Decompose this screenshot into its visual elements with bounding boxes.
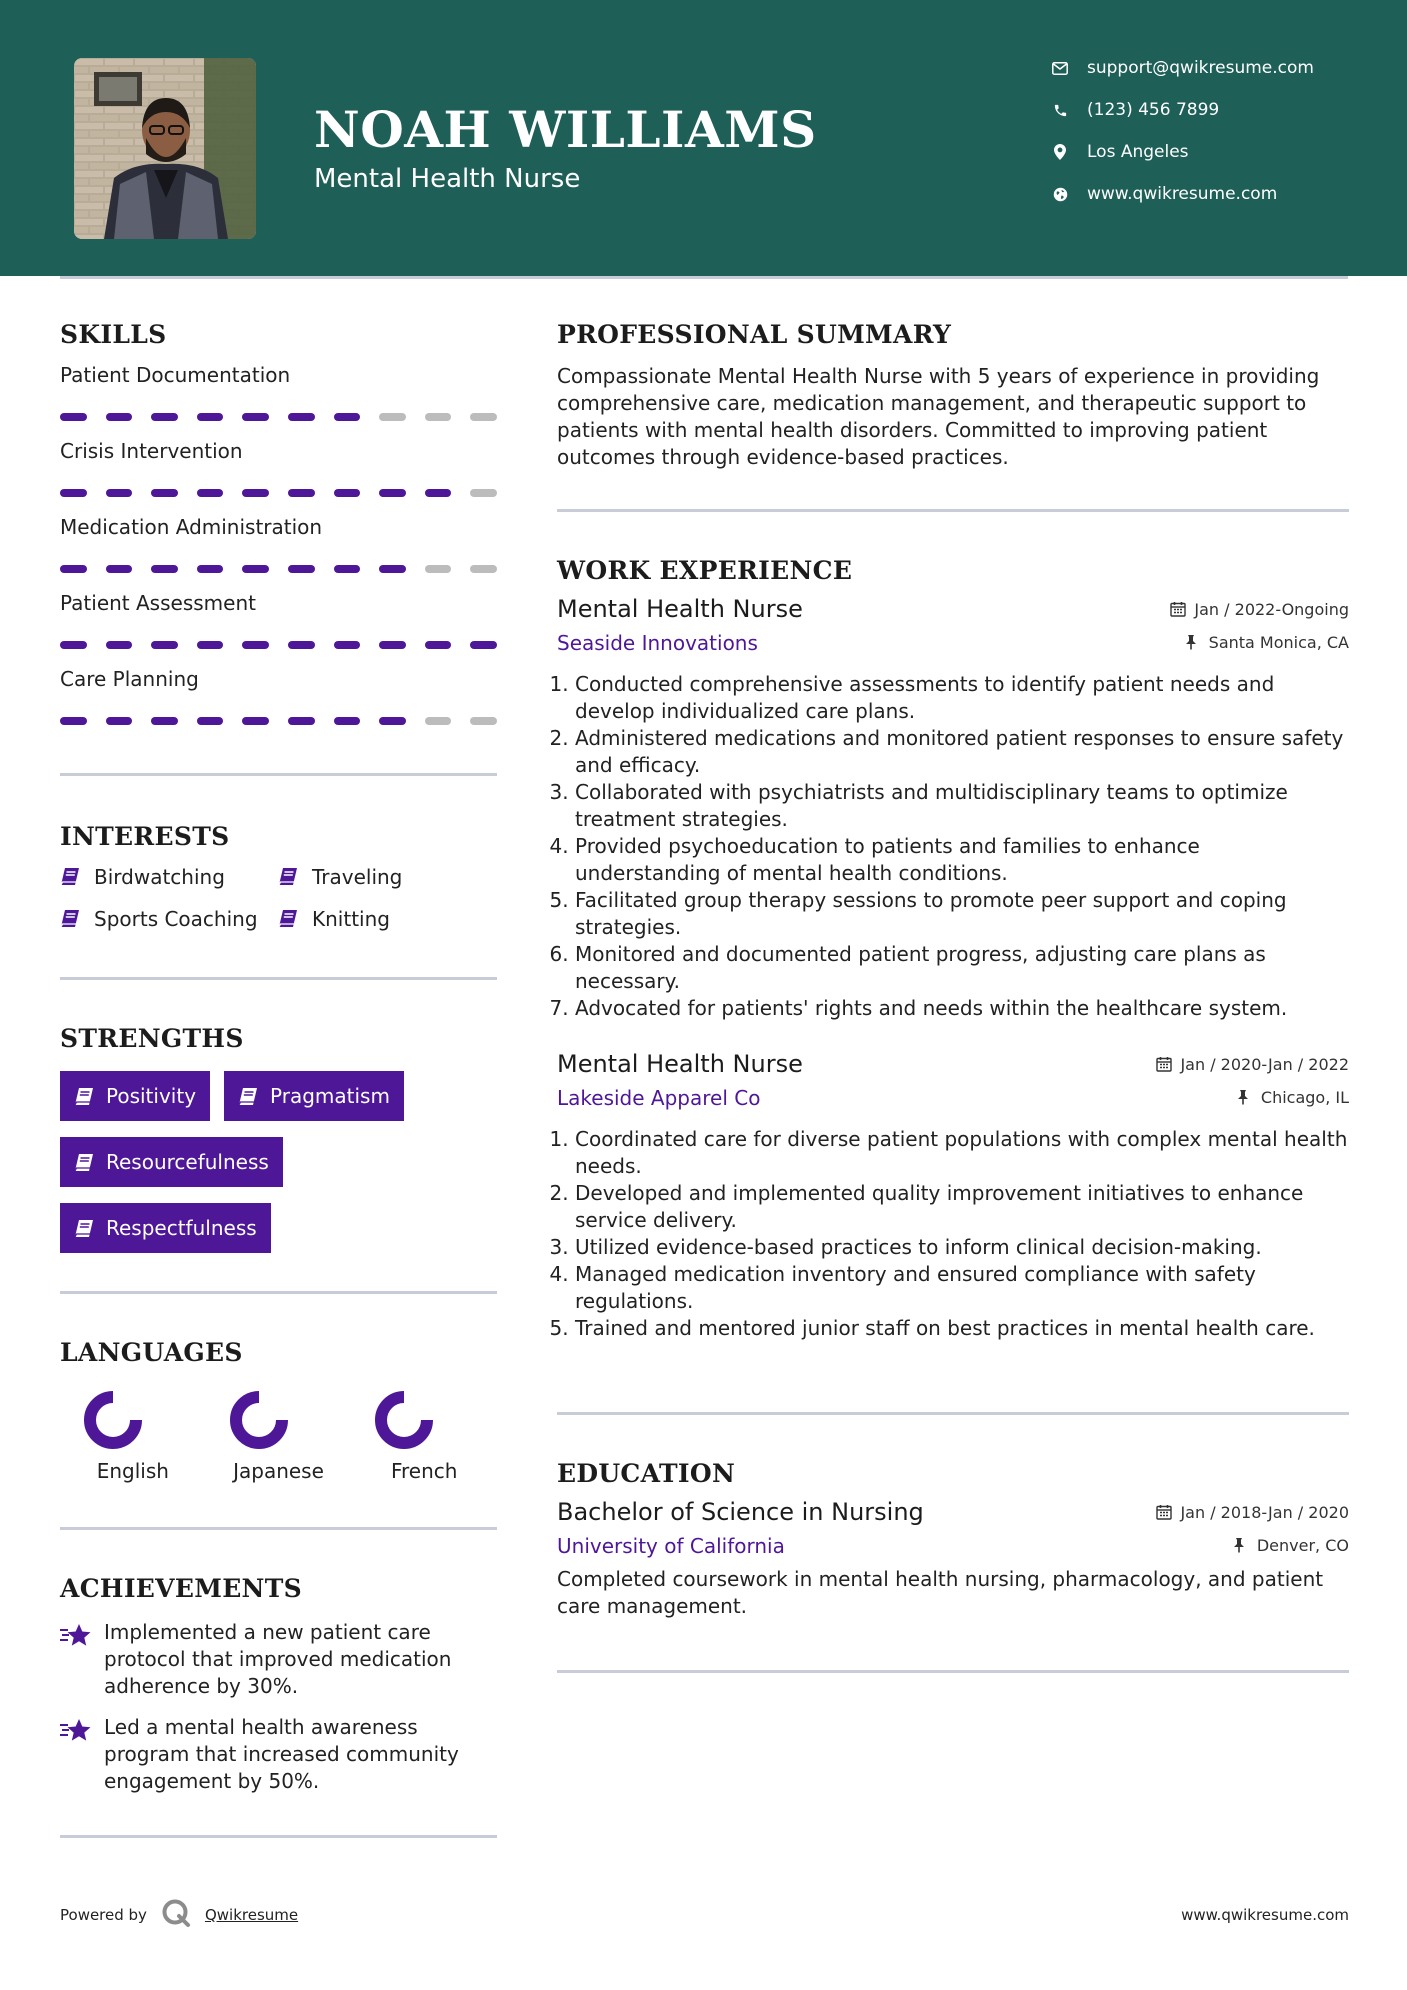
book-icon [74,1219,94,1237]
skill-dash-filled [242,413,269,421]
duty-item: 4. Managed medication inventory and ensured compliance with safety regulations. [575,1261,1349,1315]
skill-dash-filled [197,565,224,573]
book-icon [74,1153,94,1171]
candidate-role: Mental Health Nurse [314,164,581,194]
skill-dash-filled [151,641,178,649]
contact-website-text: www.qwikresume.com [1087,184,1278,204]
company-name: Lakeside Apparel Co [557,1086,761,1110]
duty-item: 1. Coordinated care for diverse patient populations with complex mental health needs. [575,1126,1349,1180]
phone-icon [1050,100,1070,120]
star-icon [60,1714,94,1795]
skill-dash-empty [470,565,497,573]
skill-dash-filled [151,717,178,725]
skill-dash-filled [197,641,224,649]
duty-item: 2. Administered medications and monitored patient responses to ensure safety and efficacy. [575,725,1349,779]
job-title: Mental Health Nurse [557,595,803,623]
job-dates: Jan / 2022-Ongoing [1170,600,1349,619]
pushpin-icon [1185,634,1201,650]
duty-item: 5. Facilitated group therapy sessions to promote peer support and coping strategies. [575,887,1349,941]
interest-item: Knitting [278,907,497,931]
interest-item: Sports Coaching [60,907,278,931]
section-divider [557,509,1349,512]
duty-item: 6. Monitored and documented patient progress, adjusting care plans as necessary. [575,941,1349,995]
resume-header [0,0,1407,276]
experience-heading: WORK EXPERIENCE [557,556,853,585]
skill-dash-filled [470,641,497,649]
achievement-item: Implemented a new patient care protocol that improved medication adherence by 30%. [60,1619,497,1700]
skill-dash-filled [379,489,406,497]
contact-phone-text: (123) 456 7899 [1087,100,1220,120]
job-title: Mental Health Nurse [557,1050,803,1078]
language-item: French [351,1389,497,1483]
contact-phone[interactable] [1050,100,1219,120]
calendar-icon [1156,1504,1172,1520]
contact-location-text: Los Angeles [1087,142,1189,162]
section-divider [60,977,497,980]
profile-photo [74,58,256,239]
qwikresume-link[interactable]: Qwikresume [204,1906,299,1924]
company-name: Seaside Innovations [557,631,758,655]
left-column [60,320,497,1838]
duty-item: 1. Conducted comprehensive assessments to identify patient needs and develop individualized care plans. [575,671,1349,725]
strength-chip: Respectfulness [60,1203,271,1253]
contact-website[interactable] [1050,184,1277,204]
skill-dash-filled [197,413,224,421]
skill-dash-filled [60,565,87,573]
skill-dash-filled [106,565,133,573]
section-divider [60,1835,497,1838]
duty-item: 2. Developed and implemented quality improvement initiatives to enhance service delivery. [575,1180,1349,1234]
contact-email[interactable] [1050,58,1314,78]
skill-dash-filled [106,489,133,497]
skill-dash-filled [60,413,87,421]
job-duties [557,671,1349,1022]
achievement-item: Led a mental health awareness program that increased community engagement by 50%. [60,1714,497,1795]
skill-dash-filled [60,641,87,649]
skill-dash-filled [334,717,361,725]
skill-dash-filled [242,641,269,649]
skill-dash-filled [106,717,133,725]
skill-dash-empty [379,413,406,421]
skill-name: Medication Administration [60,515,323,539]
language-proficiency-ring [82,1389,144,1451]
job-duties [557,1126,1349,1342]
languages-list [60,1389,497,1483]
skill-dash-empty [470,413,497,421]
book-icon [74,1087,94,1105]
location-pin-icon [1050,142,1070,162]
skill-dash-filled [288,717,315,725]
book-icon [60,867,82,887]
skill-dash-filled [151,489,178,497]
interest-item: Traveling [278,865,497,889]
skill-dash-filled [197,717,224,725]
calendar-icon [1156,1056,1172,1072]
pushpin-icon [1233,1537,1249,1553]
skill-dash-filled [242,565,269,573]
duty-item: 3. Utilized evidence-based practices to inform clinical decision-making. [575,1234,1349,1261]
skills-list [60,363,497,725]
skill-dash-filled [106,413,133,421]
strengths-list [60,1071,497,1253]
skill-dash-filled [151,565,178,573]
job-location: Chicago, IL [1237,1088,1349,1107]
calendar-icon [1170,601,1186,617]
language-proficiency-ring [228,1389,290,1451]
duty-item: 4. Provided psychoeducation to patients and families to enhance understanding of mental health conditions. [575,833,1349,887]
strength-chip: Resourcefulness [60,1137,283,1187]
header-divider [60,276,1348,279]
skill-dash-filled [379,565,406,573]
skill-dash-empty [470,489,497,497]
skill-dash-filled [242,489,269,497]
skill-dash-filled [60,489,87,497]
achievements-heading: ACHIEVEMENTS [60,1574,302,1603]
education-heading: EDUCATION [557,1459,736,1488]
education-description: Completed coursework in mental health nursing, pharmacology, and patient care management. [557,1567,1324,1618]
skill-level-bar [60,413,497,421]
language-item: Japanese [206,1389,352,1483]
strength-chip: Pragmatism [224,1071,404,1121]
language-item: English [60,1389,206,1483]
languages-heading: LANGUAGES [60,1338,243,1367]
section-divider [557,1670,1349,1673]
job-entry [557,1050,1349,1342]
skill-dash-filled [425,641,452,649]
job-location: Santa Monica, CA [1185,633,1349,652]
school-name: University of California [557,1534,785,1558]
section-divider [60,1291,497,1294]
summary-heading: PROFESSIONAL SUMMARY [557,320,952,349]
section-divider [60,773,497,776]
qwikresume-logo-icon [161,1898,191,1932]
right-column [557,320,1349,1673]
skill-dash-filled [425,489,452,497]
education-location: Denver, CO [1233,1536,1349,1555]
skill-dash-filled [334,413,361,421]
language-proficiency-ring [373,1389,435,1451]
book-icon [60,909,82,929]
duty-item: 7. Advocated for patients' rights and needs within the healthcare system. [575,995,1349,1022]
envelope-icon [1050,58,1070,78]
skill-name: Care Planning [60,667,199,691]
powered-by-label: Powered by [60,1906,147,1924]
skill-level-bar [60,641,497,649]
section-divider [60,1527,497,1530]
contact-email-text: support@qwikresume.com [1087,58,1314,78]
skill-dash-filled [288,489,315,497]
skill-dash-filled [288,641,315,649]
skill-dash-filled [334,489,361,497]
skill-dash-filled [197,489,224,497]
strengths-heading: STRENGTHS [60,1024,244,1053]
footer-website[interactable]: www.qwikresume.com [1181,1906,1349,1924]
interest-item: Birdwatching [60,865,278,889]
contact-location [1050,142,1189,162]
skill-dash-filled [106,641,133,649]
skills-heading: SKILLS [60,320,167,349]
skill-dash-filled [379,717,406,725]
skill-dash-empty [425,565,452,573]
book-icon [278,867,300,887]
skill-level-bar [60,489,497,497]
education-dates: Jan / 2018-Jan / 2020 [1156,1503,1349,1522]
book-icon [278,909,300,929]
skill-dash-empty [425,413,452,421]
skill-dash-filled [60,717,87,725]
book-icon [238,1087,258,1105]
education-entry [557,1498,1349,1620]
skill-level-bar [60,717,497,725]
footer-powered-by [60,1898,298,1932]
degree-title: Bachelor of Science in Nursing [557,1498,924,1526]
interests-heading: INTERESTS [60,822,230,851]
skill-name: Crisis Intervention [60,439,243,463]
pushpin-icon [1237,1089,1253,1105]
skill-dash-filled [288,413,315,421]
globe-icon [1050,184,1070,204]
candidate-name: NOAH WILLIAMS [314,100,817,159]
skill-name: Patient Documentation [60,363,291,387]
interests-list [60,865,497,931]
skill-dash-filled [151,413,178,421]
job-entry [557,595,1349,1022]
duty-item: 5. Trained and mentored junior staff on best practices in mental health care. [575,1315,1349,1342]
skill-dash-filled [288,565,315,573]
duty-item: 3. Collaborated with psychiatrists and multidisciplinary teams to optimize treatment strategies. [575,779,1349,833]
strength-chip: Positivity [60,1071,210,1121]
section-divider [557,1412,1349,1415]
skill-dash-filled [334,641,361,649]
star-icon [60,1619,94,1700]
skill-name: Patient Assessment [60,591,256,615]
skill-dash-empty [470,717,497,725]
skill-dash-filled [242,717,269,725]
skill-dash-empty [425,717,452,725]
summary-text: Compassionate Mental Health Nurse with 5 years of experience in providing comprehensive care, medication management, and therapeutic support to patients with mental health disorders. Committed to improving patient outcomes through evidence-based practices. [557,364,1320,469]
skill-level-bar [60,565,497,573]
job-dates: Jan / 2020-Jan / 2022 [1156,1055,1349,1074]
skill-dash-filled [334,565,361,573]
skill-dash-filled [379,641,406,649]
